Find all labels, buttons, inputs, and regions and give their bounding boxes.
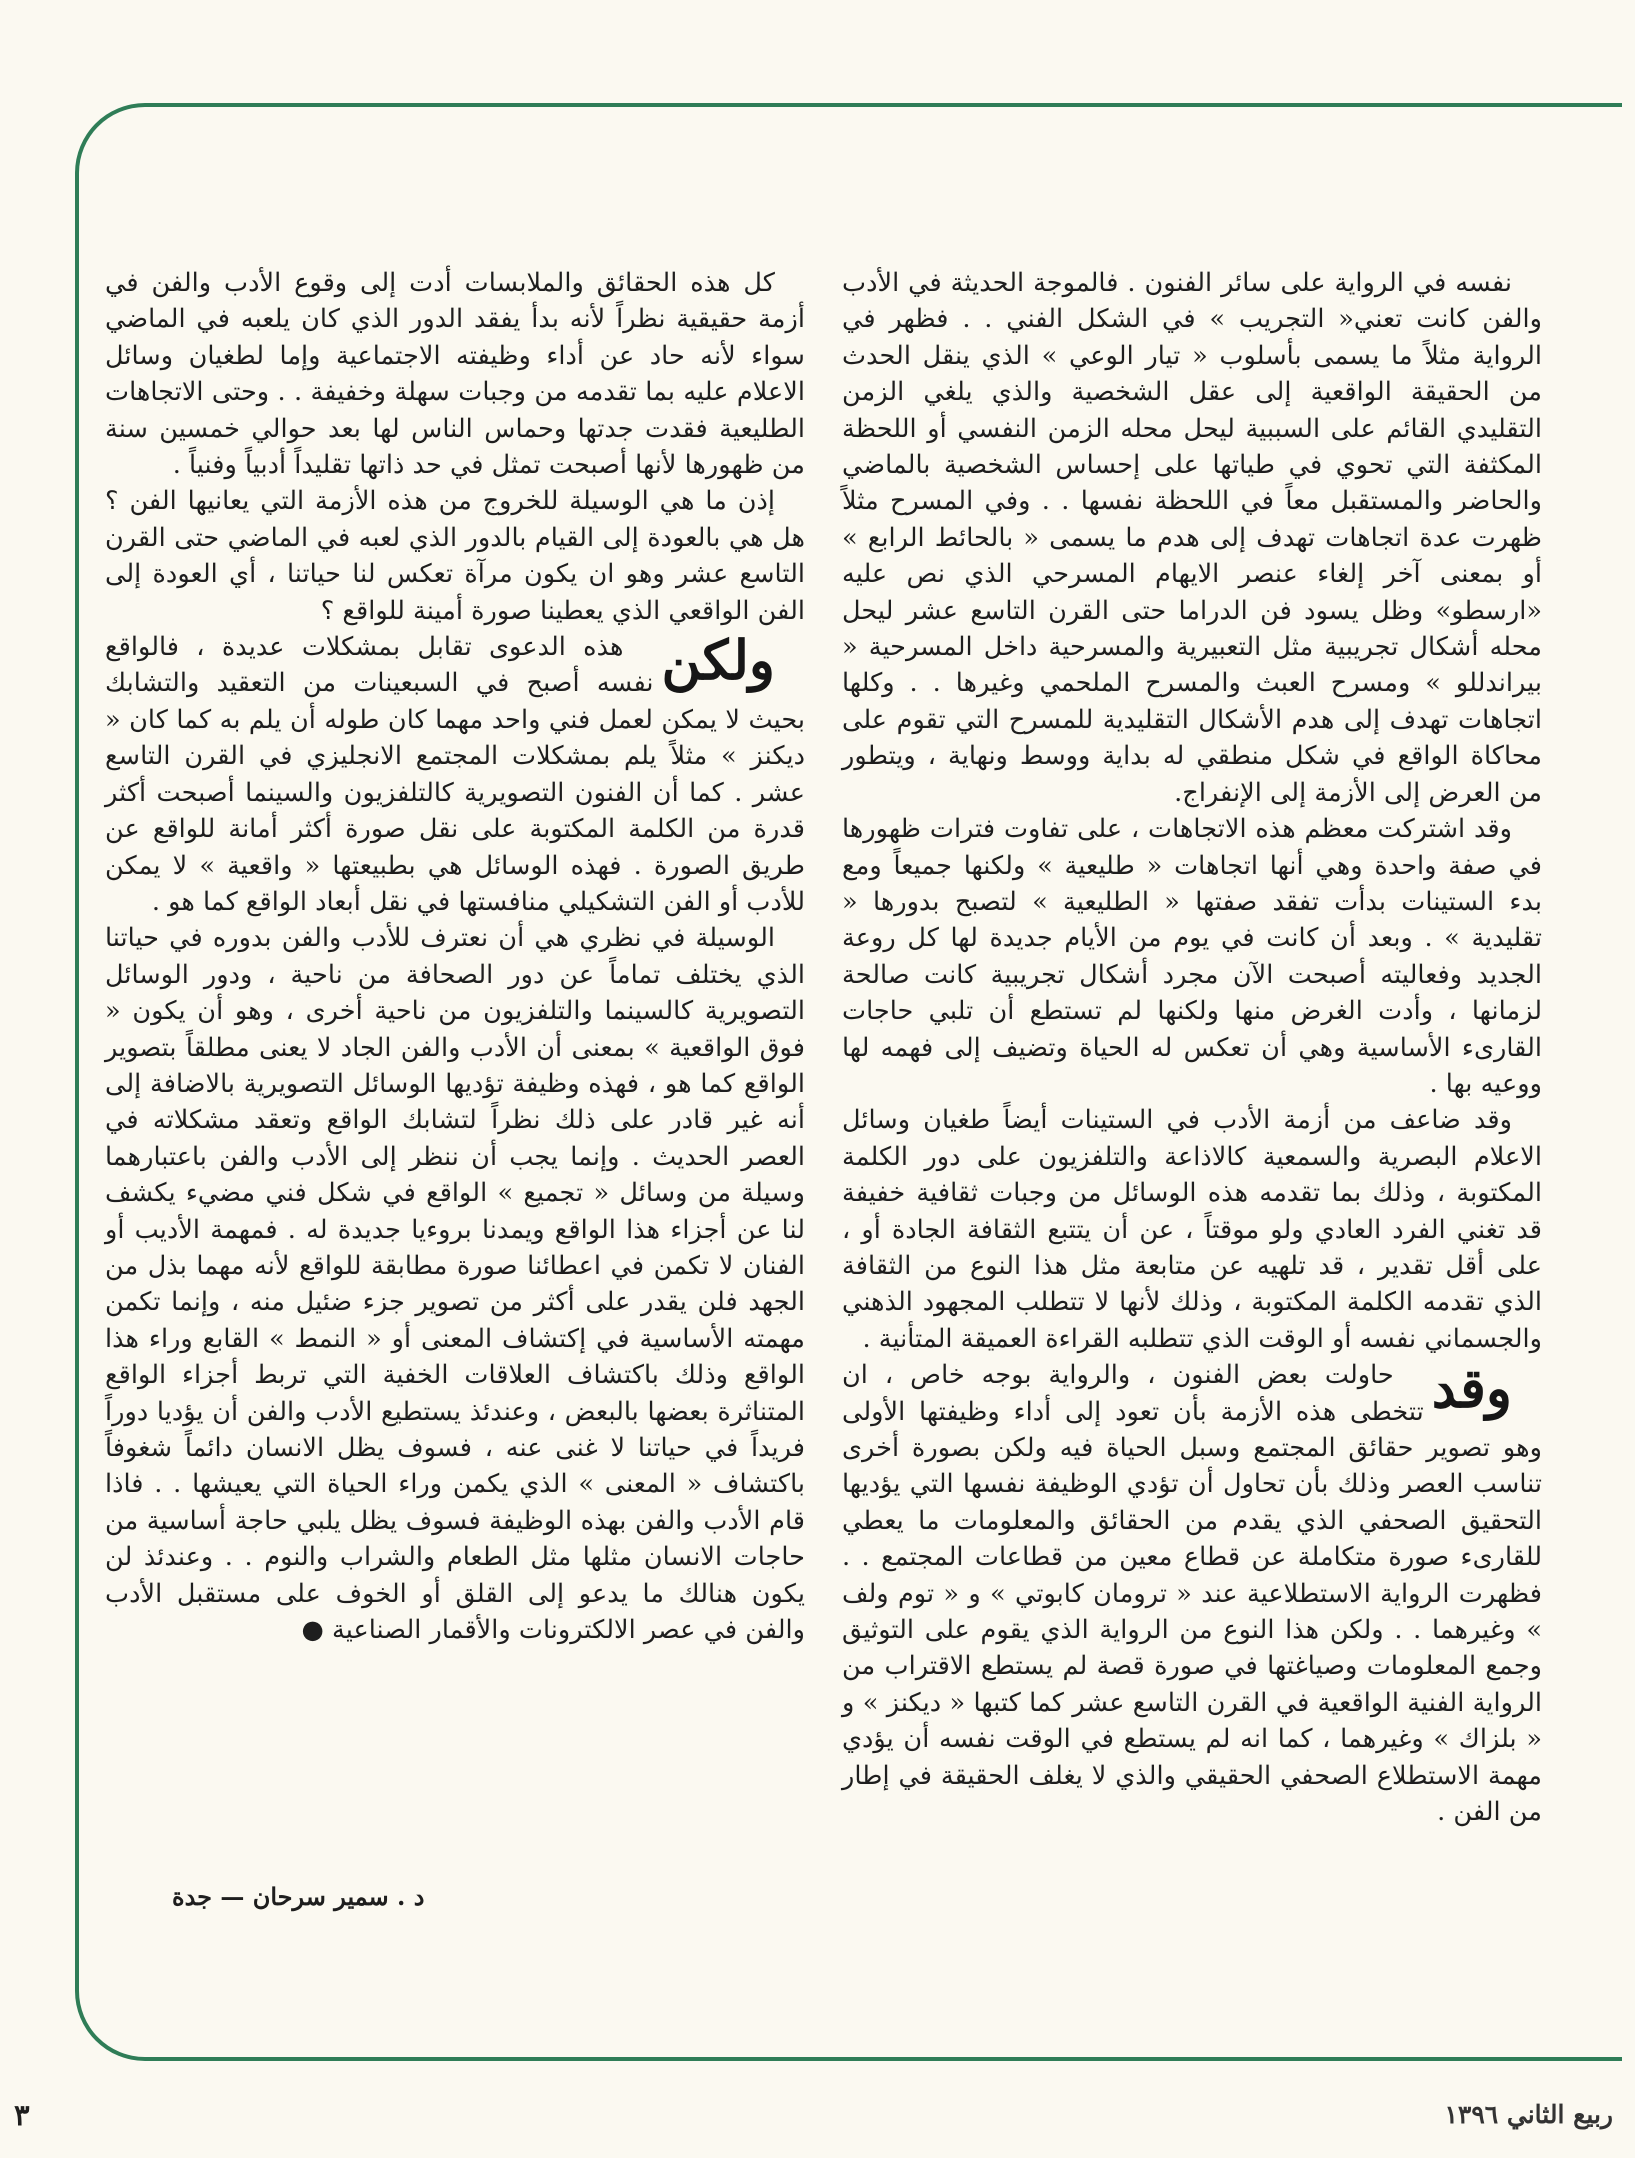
article-column-left <box>105 265 805 1648</box>
frame-top-edge <box>1612 103 1622 107</box>
article-column-right <box>842 265 1542 1830</box>
paragraph: الوسيلة في نظري هي أن نعترف للأدب والفن بدوره في حياتنا الذي يختلف تماماً عن دور الصحافة من ناحية ، ودور الوسائل التصويرية كالسينما والتلفزيون من ناحية أخرى ، وهو أن يكون « فوق الواقعية » بمعنى أن الأدب والفن الجاد لا يعنى مطلقاً بتصوير الواقع كما هو ، فهذه وظيفة تؤديها الوسائل التصويرية بالاضافة إلى أنه غير قادر على ذلك نظراً لتشابك الواقع وتعقد مشكلاته في العصر الحديث . وإنما يجب أن ننظر إلى الأدب والفن باعتبارهما وسيلة من وسائل « تجميع » الواقع في شكل فني مضيء يكشف لنا عن أجزاء هذا الواقع ويمدنا بروءيا جديدة له . فمهمة الأديب أو الفنان لا تكمن في اعطائنا صورة مطابقة للواقع لأنه مهما بذل من الجهد فلن يقدر على أكثر من تصوير جزء ضئيل منه ، وإنما تكمن مهمته الأساسية في إكتشاف المعنى أو « النمط » القابع وراء هذا الواقع وذلك باكتشاف العلاقات الخفية التي تربط أجزاء الواقع المتناثرة بعضها بالبعض ، وعندئذ يستطيع الأدب والفن أن يؤديا دوراً فريداً في حياتنا لا غنى عنه ، فسوف يظل الانسان دائماً شغوفاً باكتشاف « المعنى » الذي يكمن وراء الحياة التي يعيشها . . فاذا قام الأدب والفن بهذه الوظيفة فسوف يظل يلبي حاجة أساسية من حاجات الانسان مثلها مثل الطعام والشراب والنوم . . وعندئذ لن يكون هنالك ما يدعو إلى القلق أو الخوف على مستقبل الأدب والفن في عصر الالكترونات والأقمار الصناعية ● <box>105 923 805 1646</box>
paragraph: نفسه في الرواية على سائر الفنون . فالموجة الحديثة في الأدب والفن كانت تعني« التجريب » في الشكل الفني . . فظهر في الرواية مثلاً ما يسمى بأسلوب « تيار الوعي » الذي ينقل الحدث من الحقيقة الواقعية إلى عقل الشخصية والذي يلغي الزمن التقليدي القائم على السببية ليحل محله الزمن النفسي أو اللحظة المكثفة التي تحوي في طياتها على إحساس الشخصية بالماضي والحاضر والمستقبل معاً في اللحظة نفسها . . وفي المسرح مثلاً ظهرت عدة اتجاهات تهدف إلى هدم ما يسمى « بالحائط الرابع » أو بمعنى آخر إلغاء عنصر الايهام المسرحي الذي نص عليه «ارسطو» وظل يسود فن الدراما حتى القرن التاسع عشر ليحل محله أشكال تجريبية مثل التعبيرية والمسرحية داخل المسرحية « بيراندللو » ومسرح العبث والمسرح الملحمي وغيرها . . وكلها اتجاهات تهدف إلى هدم الأشكال التقليدية للمسرح التي تقوم على محاكاة الواقع في شكل منطقي له بداية ووسط ونهاية ، ويتطور من العرض إلى الأزمة إلى الإنفراج. <box>842 268 1542 808</box>
paragraph: إذن ما هي الوسيلة للخروج من هذه الأزمة التي يعانيها الفن ؟ هل هي بالعودة إلى القيام بالدور الذي لعبه في الماضي حتى القرن التاسع عشر وهو ان يكون مرآة تعكس لنا حياتنا ، أي العودة إلى الفن الواقعي الذي يعطينا صورة أمينة للواقع ؟ <box>105 486 805 626</box>
paragraph-with-drop-word <box>105 629 805 920</box>
paragraph-text: هذه الدعوى تقابل بمشكلات عديدة ، فالواقع نفسه أصبح في السبعينات من التعقيد والتشابك بحيث لا يمكن لعمل فني واحد مهما كان طوله أن يلم به كما كان « ديكنز » مثلاً يلم بمشكلات المجتمع الانجليزي في القرن التاسع عشر . كما أن الفنون التصويرية كالتلفزيون والسينما أصبحت أكثر قدرة من الكلمة المكتوبة على نقل صورة أكثر أمانة للواقع عن طريق الصورة . فهذه الوسائل هي بطبيعتها « واقعية » لا يمكن للأدب أو الفن التشكيلي منافستها في نقل أبعاد الواقع كما هو . <box>105 632 805 917</box>
paragraph-text: حاولت بعض الفنون ، والرواية بوجه خاص ، ان تتخطى هذه الأزمة بأن تعود إلى أداء وظيفتها الأولى وهو تصوير حقائق المجتمع وسبل الحياة فيه ولكن بصورة أخرى تناسب العصر وذلك بأن تحاول أن تؤدي الوظيفة نفسها التي يؤديها التحقيق الصحفي الذي يقدم من الحقائق والمعلومات ما يعطي للقارىء صورة متكاملة عن قطاع معين من قطاعات المجتمع . . فظهرت الرواية الاستطلاعية عند « ترومان كابوتي » و « توم ولف » وغيرهما . . ولكن هذا النوع من الرواية الذي يقوم على التوثيق وجمع المعلومات وصياغتها في صورة قصة لم يستطع الاقتراب من الرواية الفنية الواقعية في القرن التاسع عشر كما كتبها « ديكنز » و « بلزاك » وغيرهما ، كما انه لم يستطع في الوقت نفسه أن يؤدي مهمة الاستطلاع الصحفي الحقيقي والذي لا يغلف الحقيقة في إطار من الفن . <box>842 1360 1542 1828</box>
paragraph-with-drop-word <box>842 1357 1542 1830</box>
drop-word: ولكن <box>661 628 775 693</box>
page-number: ٣ <box>14 2098 30 2132</box>
frame-bottom-edge <box>1612 2057 1622 2061</box>
paragraph: وقد ضاعف من أزمة الأدب في الستينات أيضاً طغيان وسائل الاعلام البصرية والسمعية كالاذاعة والتلفزيون على دور الكلمة المكتوبة ، وذلك بما تقدمه هذه الوسائل من وجبات ثقافية خفيفة قد تغني الفرد العادي ولو موقتاً ، عن أن يتتبع الثقافة الجادة أو ، على أقل تقدير ، قد تلهيه عن متابعة مثل هذا النوع من الثقافة الذي تقدمه الكلمة المكتوبة ، وذلك لأنها لا تتطلب المجهود الذهني والجسماني نفسه أو الوقت الذي تتطلبه القراءة العميقة المتأنية . <box>842 1105 1542 1354</box>
issue-date: ربيع الثاني ١٣٩٦ <box>1444 2100 1613 2129</box>
paragraph: كل هذه الحقائق والملابسات أدت إلى وقوع الأدب والفن في أزمة حقيقية نظراً لأنه بدأ يفقد الدور الذي كان يلعبه في الماضي سواء لأنه حاد عن أداء وظيفته الاجتماعية وإما لطغيان وسائل الاعلام عليه بما تقدمه من وجبات سهلة وخفيفة . . وحتى الاتجاهات الطليعية فقدت جدتها وحماس الناس لها بعد حوالي خمسين سنة من ظهورها لأنها أصبحت تمثل في حد ذاتها تقليداً أدبياً وفنياً . <box>105 268 805 481</box>
paragraph: وقد اشتركت معظم هذه الاتجاهات ، على تفاوت فترات ظهورها في صفة واحدة وهي أنها اتجاهات « طليعية » ولكنها جميعاً ومع بدء الستينات بدأت تفقد صفتها « الطليعية » لتصبح بدورها « تقليدية » . وبعد أن كانت في يوم من الأيام جديدة لها كل روعة الجديد وفعاليته أصبحت الآن مجرد أشكال تجريبية كانت صالحة لزمانها ، وأدت الغرض منها ولكنها لم تستطع أن تلبي حاجات القارىء الأساسية وهي أن تعكس له الحياة وتضيف إلى فهمه لها ووعيه بها . <box>842 814 1542 1099</box>
author-signature: د . سمير سرحان — جدة <box>172 1882 425 1911</box>
drop-word: وقد <box>1431 1356 1512 1421</box>
